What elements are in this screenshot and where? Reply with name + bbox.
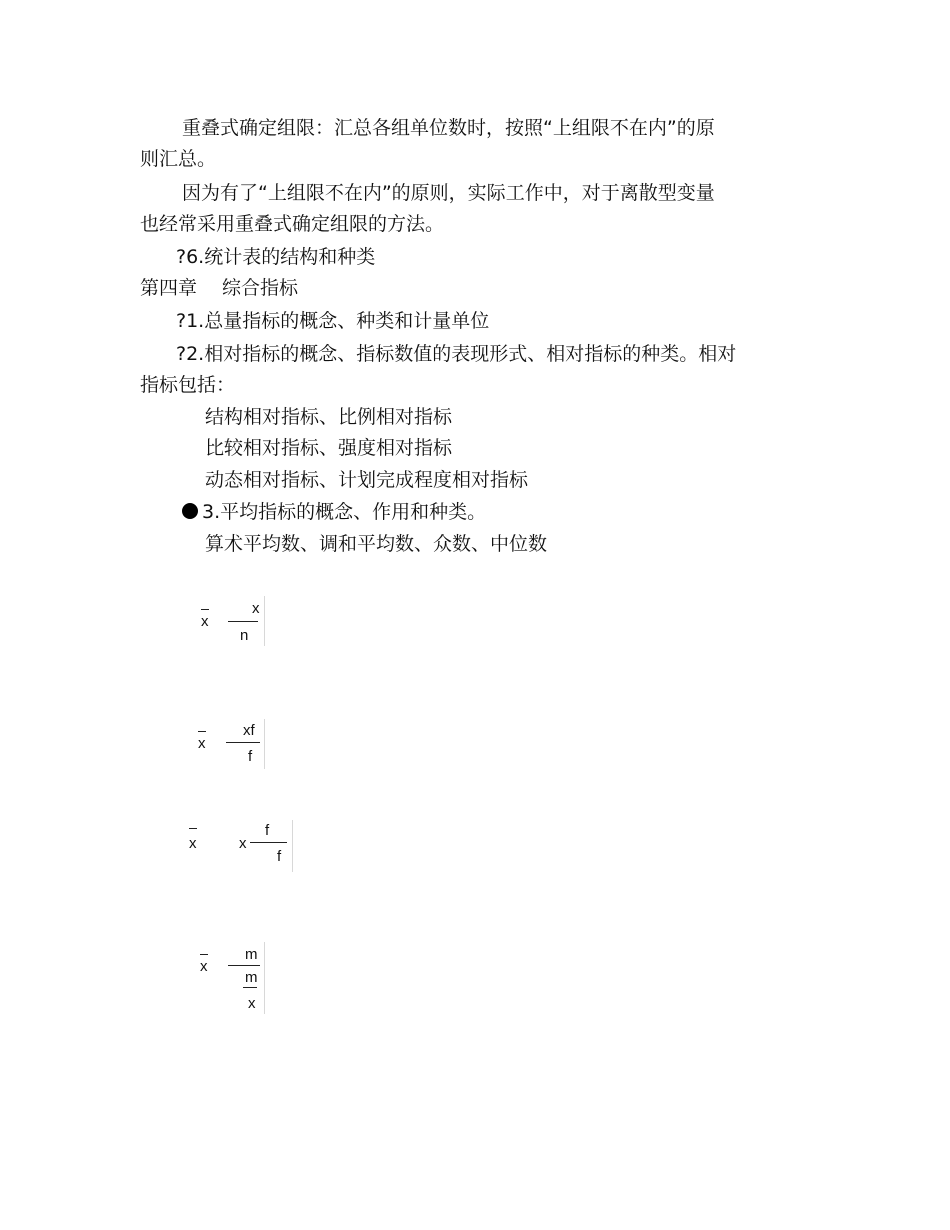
xbar-symbol: x xyxy=(189,835,197,852)
relative-indicator-line: 比较相对指标、强度相对指标 xyxy=(205,437,453,459)
list-item: ?1.总量指标的概念、种类和计量单位 xyxy=(176,310,490,332)
paragraph-line: 重叠式确定组限：汇总各组单位数时，按照“上组限不在内”的原 xyxy=(182,117,715,139)
relative-indicator-line: 动态相对指标、计划完成程度相对指标 xyxy=(205,469,529,491)
xbar-symbol: x xyxy=(201,613,209,630)
formula-denominator: f xyxy=(248,748,253,765)
formula-weighted-mean-frequency xyxy=(184,820,293,872)
paragraph-line: 则汇总。 xyxy=(140,148,217,170)
paragraph-line: 指标包括： xyxy=(140,374,236,396)
formula-denominator: n xyxy=(240,627,249,644)
inner-numerator: m xyxy=(245,969,258,986)
formula-denominator: f xyxy=(277,848,282,865)
xbar-symbol: x xyxy=(198,735,206,752)
list-item: ?6.统计表的结构和种类 xyxy=(176,246,376,268)
inner-fraction-bar xyxy=(243,987,257,988)
xbar-overline xyxy=(198,731,206,732)
formula-numerator: m xyxy=(245,946,258,963)
fraction-bar xyxy=(250,842,287,843)
formula-numerator: x xyxy=(252,600,260,617)
average-types-line: 算术平均数、调和平均数、众数、中位数 xyxy=(205,533,548,555)
paragraph-line: 因为有了“上组限不在内”的原则，实际工作中，对于离散型变量 xyxy=(182,182,715,204)
bullet-icon xyxy=(182,503,198,519)
list-item: ?2.相对指标的概念、指标数值的表现形式、相对指标的种类。相对 xyxy=(176,343,737,365)
xbar-overline xyxy=(200,954,208,955)
formula-numerator: f xyxy=(265,822,270,839)
formula-variable: x xyxy=(239,835,247,852)
fraction-bar xyxy=(228,621,258,622)
inner-denominator: x xyxy=(248,995,256,1012)
formula-numerator: xf xyxy=(243,722,255,739)
formula-weighted-mean xyxy=(194,719,265,769)
list-item xyxy=(182,500,486,524)
paragraph-line: 也经常采用重叠式确定组限的方法。 xyxy=(140,213,445,235)
fraction-bar xyxy=(226,742,260,743)
chapter-heading: 第四章 综合指标 xyxy=(140,277,299,299)
list-item-text: 3.平均指标的概念、作用和种类。 xyxy=(202,501,487,523)
fraction-bar xyxy=(228,965,260,966)
relative-indicator-line: 结构相对指标、比例相对指标 xyxy=(205,406,453,428)
xbar-overline xyxy=(201,609,209,610)
xbar-symbol: x xyxy=(200,958,208,975)
xbar-overline xyxy=(189,828,197,829)
formula-harmonic-mean xyxy=(196,942,265,1014)
formula-simple-mean xyxy=(196,596,265,646)
